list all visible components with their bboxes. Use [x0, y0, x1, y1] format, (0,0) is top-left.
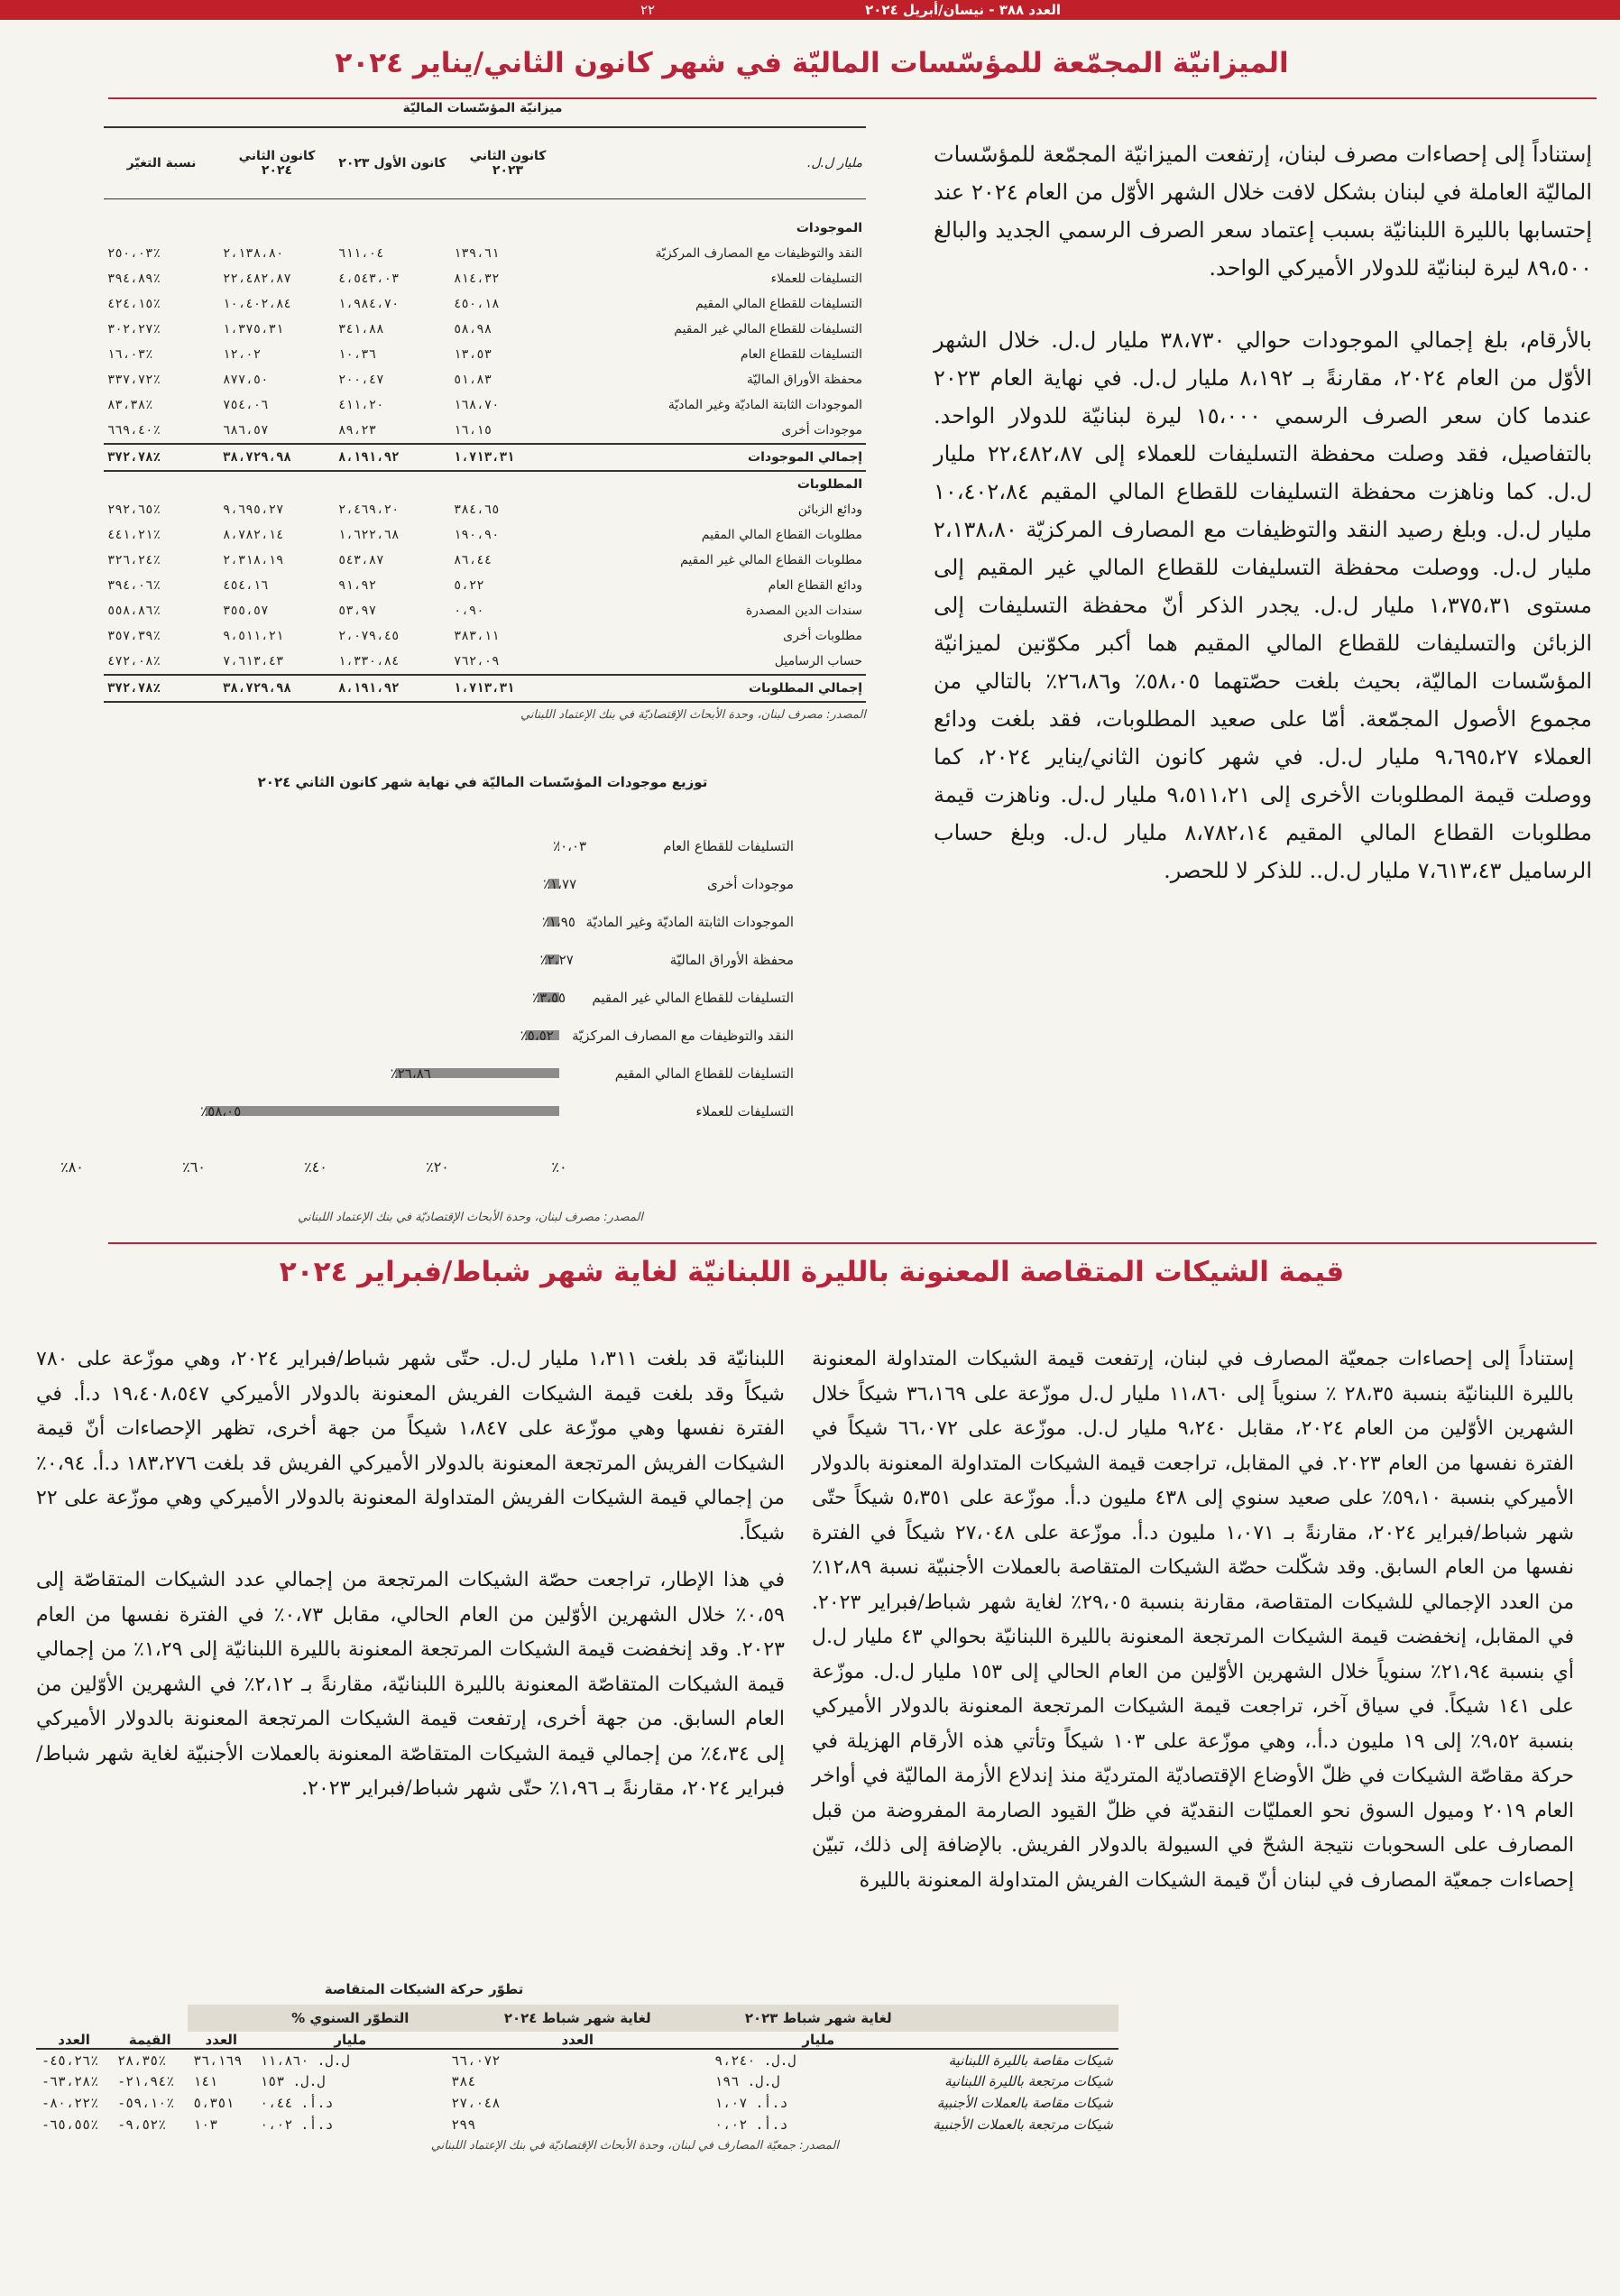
asset-value: ٧٥٤،٠٦ — [223, 398, 269, 412]
asset-value: ١٣٩،٦١ — [454, 246, 500, 261]
chart-category-label: الموجودات الثابتة الماديّة وغير الماديّة — [585, 914, 794, 930]
asset-value: ١٠،٣٦ — [338, 347, 377, 362]
cheques-subheader: العدد — [205, 2032, 238, 2048]
liability-value: ١،٣٣٠،٨٤ — [338, 654, 400, 669]
asset-value: ٤،٥٤٣،٠٣ — [338, 272, 400, 286]
chart-bar — [206, 1106, 559, 1116]
asset-label: النقد والتوظيفات مع المصارف المركزيّة — [655, 246, 862, 261]
liability-value: ٩،٥١١،٢١ — [223, 629, 284, 643]
balance-table-source: المصدر: مصرف لبنان، وحدة الأبحاث الإقتصاديّة في بنك الإعتماد اللبناني — [520, 708, 866, 722]
article1-paragraph-1: إستناداً إلى إحصاءات مصرف لبنان، إرتفعت الميزانيّة المجمّعة للمؤسّسات الماليّة العاملة في لبنان بشكل لافت خلال الشهر الأوّل من العام ٢٠٢٤ عند إحتسابها بالليرة اللبنانيّة بسبب إعتماد سعر الصرف الرسمي الجديد والبالغ ٨٩،٥٠٠ ليرة لبنانيّة للدولار الأميركي الواحد. — [934, 142, 1593, 281]
liability-value: ٠،٩٠ — [454, 604, 484, 618]
asset-value: ١،٣٧٥،٣١ — [223, 322, 284, 337]
liability-label: ودائع القطاع العام — [768, 578, 862, 593]
asset-value: ٥١،٨٣ — [454, 373, 492, 387]
liability-row — [104, 497, 866, 522]
asset-value: ٤٥٠،١٨ — [454, 297, 500, 311]
asset-value: ٦٨٦،٥٧ — [223, 423, 269, 438]
cheques-row-value: -٦٣،٢٨٪ — [41, 2073, 99, 2089]
cheques-table-caption: تطوّر حركة الشيكات المتقاصة — [324, 1981, 524, 1997]
article2-right-column — [812, 1342, 1574, 1932]
cheques-row-value: ٥،٣٥١ — [193, 2095, 235, 2111]
liability-value: ٤٥٤،١٦ — [223, 578, 269, 593]
cheques-subheader: مليار — [334, 2032, 367, 2048]
asset-value: ٣٤١،٨٨ — [338, 322, 384, 337]
cheques-row-value: -٢١،٩٤٪ — [117, 2073, 175, 2089]
liabilities-total-v1: ٨،١٩١،٩٢ — [335, 675, 450, 702]
liability-value: ٣٨٤،٦٥ — [454, 503, 500, 517]
cheques-row-value: -٤٥،٢٦٪ — [41, 2052, 99, 2069]
asset-value: ٦١١،٠٤ — [338, 246, 384, 261]
cheques-row-value: د.أ. ١،٠٧ — [714, 2095, 788, 2111]
liability-row — [104, 548, 866, 573]
asset-value: ٣٣٧،٧٢٪ — [107, 373, 161, 387]
liabilities-rows — [104, 497, 866, 674]
cheques-row-value: -٦٥،٥٥٪ — [41, 2116, 99, 2133]
cheques-row-value: ١٤١ — [193, 2073, 218, 2089]
chart-tick-label: ٢٠٪ — [426, 1158, 449, 1176]
cheques-row-value: ٦٦،٠٧٢ — [451, 2052, 501, 2069]
asset-value: ٣٩٤،٨٩٪ — [107, 272, 161, 286]
assets-total-v2: ٣٨،٧٢٩،٩٨ — [219, 444, 335, 471]
cheques-row-value: -٨٠،٢٢٪ — [41, 2095, 99, 2111]
liability-row — [104, 623, 866, 649]
asset-value: ٢٥٠،٠٣٪ — [107, 246, 161, 261]
cheques-group-2023: لغاية شهر شباط ٢٠٢٣ — [744, 2010, 892, 2026]
asset-row — [104, 291, 866, 317]
asset-value: ٢،١٣٨،٨٠ — [223, 246, 284, 261]
liability-value: ٢،٣١٨،١٩ — [223, 553, 284, 567]
cheques-subheader: مليار — [802, 2032, 835, 2048]
cheques-row-value: د.أ. ٠،٠٢ — [714, 2116, 788, 2133]
page-number: ٢٢ — [640, 2, 656, 18]
liability-value: ٢،٠٧٩،٤٥ — [338, 629, 400, 643]
unit-label: مليار ل.ل. — [806, 156, 862, 171]
liability-value: ٢٩٢،٦٥٪ — [107, 503, 161, 517]
chart-value-label: ٢٦،٨٦٪ — [390, 1065, 431, 1082]
liabilities-total-v0: ١،٧١٣،٣١ — [450, 675, 566, 702]
asset-value: ٤٢٤،١٥٪ — [107, 297, 161, 311]
cheques-row-value: د.أ. ٠،٠٢ — [260, 2116, 334, 2133]
liability-value: ٣٥٥،٥٧ — [223, 604, 269, 618]
asset-row — [104, 342, 866, 367]
asset-label: الموجودات الثابتة الماديّة وغير الماديّة — [667, 398, 862, 412]
asset-value: ٣٠٢،٢٧٪ — [107, 322, 161, 337]
asset-label: التسليفات للقطاع المالي غير المقيم — [674, 322, 862, 337]
liabilities-total-row — [104, 675, 866, 702]
liability-label: سندات الدين المصدرة — [745, 604, 862, 618]
asset-label: محفظة الأوراق الماليّة — [746, 373, 862, 387]
chart-value-label: ٣،٥٥٪ — [532, 990, 566, 1006]
cheques-row-value: ٢٩٩ — [451, 2116, 476, 2133]
liability-row — [104, 649, 866, 674]
chart-category-label: محفظة الأوراق الماليّة — [669, 952, 794, 968]
cheques-row-value: ٣٨٤ — [451, 2073, 476, 2089]
liability-value: ٤٤١،٢١٪ — [107, 528, 161, 542]
asset-value: ١،٩٨٤،٧٠ — [338, 297, 400, 311]
liabilities-total-v3: ٣٧٢،٧٨٪ — [104, 675, 219, 702]
assets-total-row — [104, 444, 866, 471]
cheques-table — [36, 2005, 1118, 2153]
chart-source: المصدر: مصرف لبنان، وحدة الأبحاث الإقتصاديّة في بنك الإعتماد اللبناني — [298, 1211, 644, 1224]
asset-value: ٨٧٧،٥٠ — [223, 373, 269, 387]
asset-value: ١٦٨،٧٠ — [454, 398, 500, 412]
liability-row — [104, 573, 866, 598]
liability-row — [104, 522, 866, 548]
chart-value-label: ٢،٢٧٪ — [539, 952, 574, 968]
cheques-row — [36, 2114, 1118, 2135]
liability-value: ٣٥٧،٣٩٪ — [107, 629, 161, 643]
liabilities-heading: المطلوبات — [796, 477, 862, 492]
asset-value: ١٢،٠٢ — [223, 347, 262, 362]
liability-value: ٣٩٤،٠٦٪ — [107, 578, 161, 593]
chart-category-label: موجودات أخرى — [707, 876, 794, 892]
assets-heading: الموجودات — [796, 221, 862, 235]
asset-label: التسليفات للقطاع المالي المقيم — [695, 297, 862, 311]
article2-left-paragraph-2: في هذا الإطار، تراجعت حصّة الشيكات المرتجعة من إجمالي عدد الشيكات المتقاصّة إلى ٠،٥٩٪ خلال الشهرين الأوّلين من العام الحالي، مقابل ٠،٧٣٪ في الفترة نفسها من العام ٢٠٢٣. وقد إنخفضت قيمة الشيكات المرتجعة المعنونة بالليرة اللبنانيّة إلى ١،٢٩٪ من إجمالي قيمة الشيكات المتقاصّة المعنونة بالليرة اللبنانيّة، مقارنةً بـ ٢،١٢٪ في الشهرين الأوّلين من العام السابق. من جهة أخرى، إرتفعت قيمة الشيكات المرتجعة المعنونة بالدولار الأميركي إلى ٤،٣٤٪ من إجمالي قيمة الشيكات المتقاصّة المعنونة بالعملات الأجنبيّة لغاية شهر شباط/فبراير ٢٠٢٤، مقارنةً بـ ١،٩٦٪ حتّى شهر شباط/فبراير ٢٠٢٣. — [36, 1569, 786, 1800]
liability-value: ٥،٢٢ — [454, 578, 484, 593]
cheques-row-value: ل.ل. ٩،٢٤٠ — [714, 2052, 796, 2069]
liability-value: ٣٢٦،٢٤٪ — [107, 553, 161, 567]
col-change: نسبة التغيّر — [126, 156, 197, 171]
asset-value: ٢٠٠،٤٧ — [338, 373, 384, 387]
asset-value: ٨٣،٣٨٪ — [107, 398, 153, 412]
asset-label: موجودات أخرى — [781, 423, 862, 438]
asset-value: ١٠،٤٠٢،٨٤ — [223, 297, 291, 311]
running-title: العدد ٣٨٨ - نيسان/أبريل ٢٠٢٤ — [865, 2, 1061, 18]
article1-paragraph-2: بالأرقام، بلغ إجمالي الموجودات حوالي ٣٨،٧٣٠ مليار ل.ل. خلال الشهر الأوّل من العام ٢٠٢٤، مقارنةً بـ ٨،١٩٢ مليار ل.ل. في نهاية العام ٢٠٢٣ عندما كان سعر الصرف الرسمي ١٥،٠٠٠ ليرة لبنانيّة للدولار الواحد. بالتفاصيل، فقد وصلت محفظة التسليفات للعملاء إلى ٢٢،٤٨٢،٨٧ مليار ل.ل. كما وناهزت محفظة التسليفات للقطاع المالي المقيم ١٠،٤٠٢،٨٤ مليار ل.ل. وبلغ رصيد النقد والتوظيفات مع المصارف المركزيّة ٢،١٣٨،٨٠ مليار ل.ل. ووصلت محفظة التسليفات للقطاع المالي غير المقيم إلى مستوى ١،٣٧٥،٣١ مليار ل.ل. يجدر الذكر أنّ محفظة التسليفات إلى الزبائن والتسليفات للقطاع المالي المقيم هما أكبر مكوّنين لميزانيّة المؤسّسات الماليّة، بحيث بلغت حصّتهما ٥٨،٠٥٪ و٢٦،٨٦٪ بالتالي من مجموع الأصول المجمّعة. أمّا على صعيد المطلوبات، فقد بلغت ودائع العملاء ٩،٦٩٥،٢٧ مليار ل.ل. في شهر كانون الثاني/يناير ٢٠٢٤، كما ووصلت قيمة المطلوبات الأخرى إلى ٩،٥١١،٢١ مليار ل.ل. وناهزت قيمة مطلوبات القطاع المالي المقيم ٨،٧٨٢،١٤ مليار ل.ل. وبلغ حساب الرساميل ٧،٦١٣،٤٣ مليار ل.ل.. للذكر لا للحصر. — [934, 327, 1593, 883]
article2-title: قيمة الشيكات المتقاصة المعنونة بالليرة اللبنانيّة لغاية شهر شباط/فبراير ٢٠٢٤ — [279, 1256, 1345, 1288]
asset-value: ٨١٤،٣٢ — [454, 272, 500, 286]
chart-tick-label: ٨٠٪ — [60, 1158, 84, 1176]
asset-value: ٢٢،٤٨٢،٨٧ — [223, 272, 291, 286]
asset-value: ١٦،٠٣٪ — [107, 347, 153, 362]
cheques-table-source: المصدر: جمعيّة المصارف في لبنان، وحدة الأبحاث الإقتصاديّة في بنك الإعتماد اللبناني — [430, 2139, 839, 2153]
balance-table — [104, 126, 866, 722]
cheques-row-value: ١٠٣ — [193, 2116, 218, 2133]
cheques-sub-empty — [927, 2032, 1118, 2049]
liabilities-total-v2: ٣٨،٧٢٩،٩٨ — [219, 675, 335, 702]
assets-total-v0: ١،٧١٣،٣١ — [450, 444, 566, 471]
asset-row — [104, 367, 866, 392]
cheques-group-2024: لغاية شهر شباط ٢٠٢٤ — [503, 2010, 651, 2026]
cheques-row-label: شيكات مرتجعة بالليرة اللبنانية — [944, 2073, 1113, 2089]
liability-value: ١٩٠،٩٠ — [454, 528, 500, 542]
assets-total-label: إجمالي الموجودات — [566, 444, 866, 471]
article2-top-rule — [108, 1242, 1597, 1244]
chart-value-label: ٥٨،٠٥٪ — [200, 1103, 242, 1120]
cheques-row — [36, 2092, 1118, 2114]
liability-label: مطلوبات أخرى — [783, 629, 862, 643]
chart-category-label: النقد والتوظيفات مع المصارف المركزيّة — [572, 1028, 794, 1044]
cheques-table-grid — [36, 2005, 1118, 2135]
cheques-row-value: ٢٧،٠٤٨ — [451, 2095, 501, 2111]
cheques-row-label: شيكات مقاصة بالليرة اللبنانية — [948, 2052, 1113, 2069]
liability-label: حساب الرساميل — [774, 654, 862, 669]
chart-category-label: التسليفات للقطاع المالي المقيم — [614, 1065, 794, 1082]
chart-value-label: ١،٧٧٪ — [543, 876, 577, 892]
liability-value: ٤٧٢،٠٨٪ — [107, 654, 161, 669]
liabilities-total-label: إجمالي المطلوبات — [566, 675, 866, 702]
asset-row — [104, 317, 866, 342]
liability-label: مطلوبات القطاع المالي المقيم — [701, 528, 862, 542]
cheques-row-value: ل.ل. ١٥٣ — [260, 2073, 326, 2089]
cheques-row-value: ٢٨،٣٥٪ — [117, 2052, 167, 2069]
assets-total-v3: ٣٧٢،٧٨٪ — [104, 444, 219, 471]
cheques-row — [36, 2070, 1118, 2092]
asset-row — [104, 418, 866, 443]
asset-row — [104, 392, 866, 418]
chart-tick-label: ٤٠٪ — [304, 1158, 327, 1176]
liability-value: ٧٦٢،٠٩ — [454, 654, 500, 669]
liability-value: ٨٦،٤٤ — [454, 553, 492, 567]
article2-left-column — [36, 1342, 785, 1841]
chart-value-label: ٠،٠٣٪ — [553, 838, 587, 854]
chart-category-label: التسليفات للقطاع المالي غير المقيم — [592, 990, 794, 1006]
article1-title-rule — [108, 97, 1597, 99]
liability-value: ٩١،٩٢ — [338, 578, 377, 593]
cheques-row-value: ٣٦،١٦٩ — [193, 2052, 243, 2069]
cheques-row-label: شيكات مرتجعة بالعملات الأجنبية — [933, 2116, 1113, 2133]
asset-value: ٦٦٩،٤٠٪ — [107, 423, 161, 438]
assets-total-v1: ٨،١٩١،٩٢ — [335, 444, 450, 471]
asset-label: التسليفات للقطاع العام — [740, 347, 862, 362]
cheques-row-value: -٩،٥٢٪ — [117, 2116, 167, 2133]
article1-body — [934, 135, 1592, 924]
chart-tick-label: ٦٠٪ — [182, 1158, 206, 1176]
cheques-subheader: القيمة — [128, 2032, 171, 2048]
chart-value-label: ١،٩٥٪ — [541, 914, 575, 930]
cheques-subheader: العدد — [561, 2032, 594, 2048]
asset-row — [104, 266, 866, 291]
col-dec-2023: كانون الأول ٢٠٢٣ — [338, 156, 446, 171]
col-jan-2023: كانون الثاني ٢٠٢٣ — [469, 149, 547, 178]
cheques-subheader: العدد — [58, 2032, 90, 2048]
cheques-row-label: شيكات مقاصة بالعملات الأجنبية — [936, 2095, 1113, 2111]
liability-value: ٢،٤٦٩،٢٠ — [338, 503, 400, 517]
liability-value: ٧،٦١٣،٤٣ — [223, 654, 284, 669]
liability-label: مطلوبات القطاع المالي غير المقيم — [680, 553, 862, 567]
chart-title: توزيع موجودات المؤسّسات الماليّة في نهاية شهر كانون الثاني ٢٠٢٤ — [257, 774, 708, 790]
asset-row — [104, 241, 866, 266]
col-jan-2024: كانون الثاني ٢٠٢٤ — [238, 149, 316, 178]
liability-value: ٩،٦٩٥،٢٧ — [223, 503, 284, 517]
chart-tick-label: ٠٪ — [551, 1158, 567, 1176]
asset-value: ١٦،١٥ — [454, 423, 492, 438]
liability-value: ٥٣،٩٧ — [338, 604, 377, 618]
asset-value: ٤١١،٢٠ — [338, 398, 384, 412]
cheques-row-value: د.أ. ٠،٤٤ — [260, 2095, 334, 2111]
liability-row — [104, 598, 866, 623]
page-header — [0, 0, 1620, 20]
chart-category-label: التسليفات للقطاع العام — [663, 838, 794, 854]
balance-table-grid — [104, 126, 866, 241]
cheques-row-value: -٥٩،١٠٪ — [117, 2095, 175, 2111]
asset-value: ١٣،٥٣ — [454, 347, 492, 362]
asset-value: ٨٩،٢٣ — [338, 423, 377, 438]
liability-value: ٥٥٨،٨٦٪ — [107, 604, 161, 618]
article2-right-paragraph: إستناداً إلى إحصاءات جمعيّة المصارف في لبنان، إرتفعت قيمة الشيكات المتداولة المعنونة بالليرة اللبنانيّة بنسبة ٢٨،٣٥ ٪ سنوياً إلى ١١،٨٦٠ مليار ل.ل موزّعة على ٣٦،١٦٩ شيكاً خلال الشهرين الأوّلين من العام ٢٠٢٤، مقابل ٩،٢٤٠ مليار ل.ل. موزّعة على ٦٦،٠٧٢ شيكاً في الفترة نفسها من العام ٢٠٢٣. في المقابل، تراجعت قيمة الشيكات المتداولة المعنونة بالدولار الأميركي بنسبة ٥٩،١٠٪ على صعيد سنوي إلى ٤٣٨ مليون د.أ. موزّعة على ٥،٣٥١ شيكاً حتّى شهر شباط/فبراير ٢٠٢٤، مقارنةً بـ ١،٠٧١ مليون د.أ. موزّعة على ٢٧،٠٤٨ شيكاً في الفترة نفسها من العام السابق. وقد شكّلت حصّة الشيكات المتقاصة بالعملات الأجنبيّة نسبة ١٢،٨٩٪ من العدد الإجمالي للشيكات المتقاصة، مقارنة بنسبة ٢٩،٠٥٪ لغاية شهر شباط/فبراير ٢٠٢٣. في المقابل، إنخفضت قيمة الشيكات المرتجعة المعنونة بالليرة اللبنانيّة بحوالي ٤٣ مليار ل.ل أي بنسبة ٢١،٩٤٪ سنوياً خلال الشهرين الأوّلين من العام الحالي إلى ١٥٣ مليار ل.ل. موزّعة على ١٤١ شيكاً. في سياق آخر، تراجعت قيمة الشيكات المرتجعة المعنونة بالدولار الأميركي بنسبة ٩،٥٢٪ إلى ١٩ مليون د.أ.، وهي موزّعة على ١٠٣ شيكاً وتأتي هذه الأرقام الهزيلة في حركة مقاصّة الشيكات في ظلّ الأوضاع الإقتصاديّة المترديّة منذ إندلاع الأزمة الماليّة في أواخر العام ٢٠١٩ وميول السوق نحو العمليّات النقديّة في ظلّ القيود الصارمة المفروضة من قبل المصارف على السحوبات نتيجة الشحّ في السيولة بالدولار الفريش. بالإضافة إلى ذلك، تبيّن إحصاءات جمعيّة المصارف في لبنان أنّ قيمة الشيكات الفريش المتداولة المعنونة بالليرة — [812, 1348, 1575, 1892]
liability-value: ٨،٧٨٢،١٤ — [223, 528, 284, 542]
liability-value: ٥٤٣،٨٧ — [338, 553, 384, 567]
article1-title: الميزانيّة المجمّعة للمؤسّسات الماليّة في شهر كانون الثاني/يناير ٢٠٢٤ — [335, 47, 1289, 79]
cheques-row-value: ل.ل. ١١،٨٦٠ — [260, 2052, 350, 2069]
cheques-group-change: التطوّر السنوي % — [291, 2010, 410, 2026]
balance-table-caption: ميزانيّة المؤسّسات الماليّة — [402, 101, 563, 115]
cheques-row — [36, 2049, 1118, 2070]
assets-rows — [104, 241, 866, 443]
article2-left-paragraph-1: اللبنانيّة قد بلغت ١،٣١١ مليار ل.ل. حتّى شهر شباط/فبراير ٢٠٢٤، وهي موزّعة على ٧٨٠ شيكاً وقد بلغت قيمة الشيكات الفريش المعنونة بالدولار الأميركي ١٩،٤٠٨،٥٤٧ د.أ. في الفترة نفسها وهي موزّعة على ١،٨٤٧ شيكاً من جهة أخرى، تظهر الإحصاءات أنّ قيمة الشيكات الفريش المرتجعة المعنونة بالدولار الأميركي الفريش قد بلغت ١٨٣،٢٧٦ د.أ. ٠،٩٤٪ من إجمالي قيمة الشيكات الفريش المتداولة المعنونة بالدولار الأميركي وهي موزّعة على ٢٢ شيكاً. — [36, 1348, 786, 1544]
assets-distribution-chart — [54, 825, 866, 1186]
liability-value: ٣٨٣،١١ — [454, 629, 500, 643]
liability-label: ودائع الزبائن — [797, 503, 862, 517]
chart-category-label: التسليفات للعملاء — [695, 1103, 794, 1120]
cheques-row-value: ل.ل. ١٩٦ — [714, 2073, 780, 2089]
asset-value: ٥٨،٩٨ — [454, 322, 492, 337]
chart-value-label: ٥،٥٢٪ — [520, 1028, 554, 1044]
liability-value: ١،٦٢٢،٦٨ — [338, 528, 400, 542]
asset-label: التسليفات للعملاء — [770, 272, 862, 286]
